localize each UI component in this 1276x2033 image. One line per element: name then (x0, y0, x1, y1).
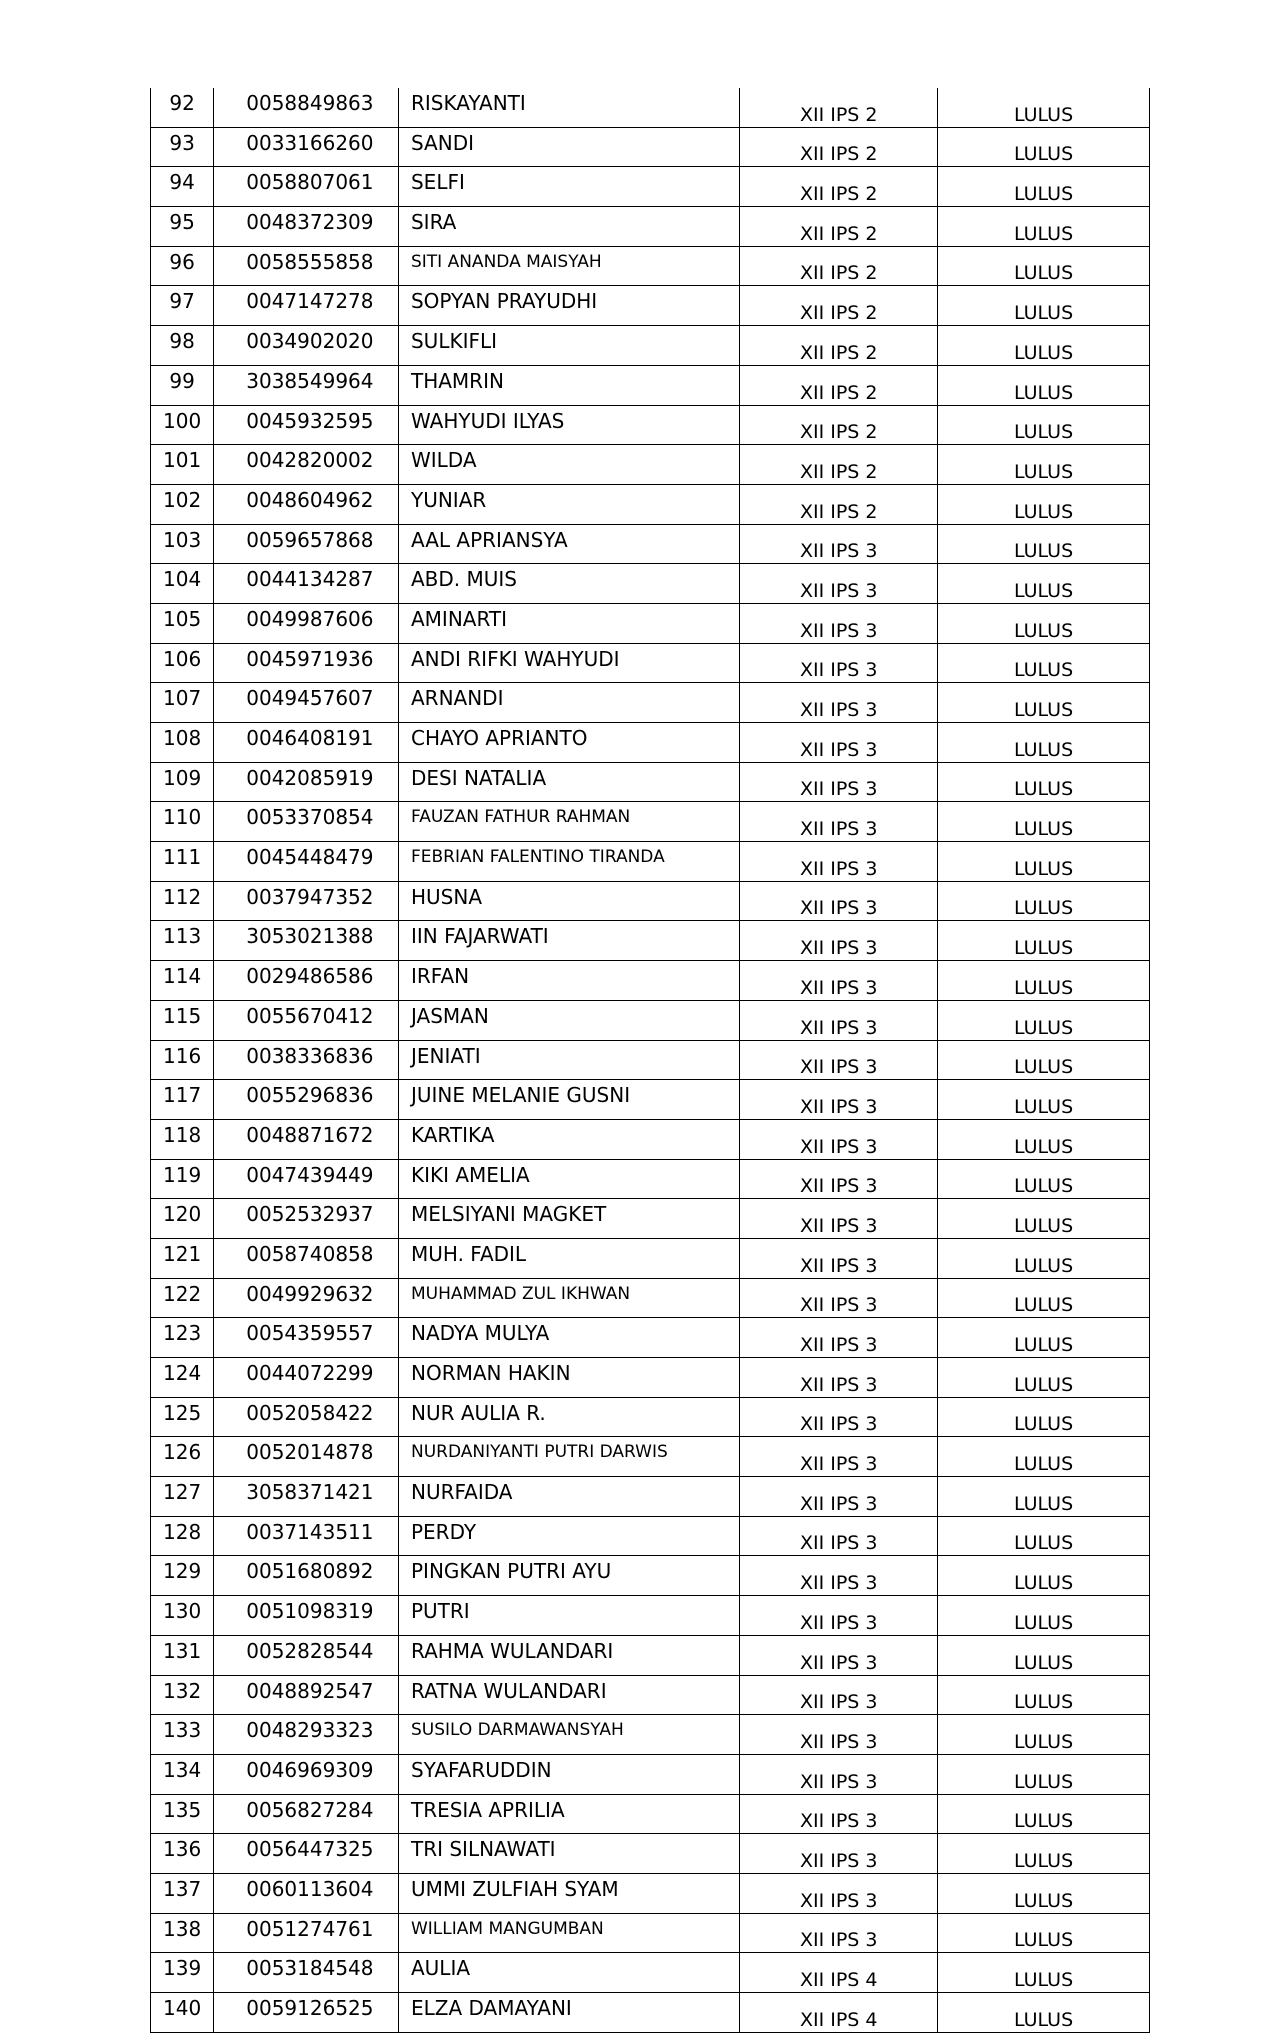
status-cell: LULUS (938, 881, 1150, 921)
row-number-cell: 122 (151, 1278, 214, 1318)
table-row (151, 1437, 1150, 1477)
status-cell: LULUS (938, 1278, 1150, 1318)
student-name-cell: TRESIA APRILIA (398, 1794, 739, 1834)
row-number-cell: 99 (151, 365, 214, 405)
student-id-cell: 0059657868 (214, 524, 399, 564)
table-row (151, 1397, 1150, 1437)
status-cell: LULUS (938, 1318, 1150, 1358)
student-name-cell: ANDI RIFKI WAHYUDI (398, 643, 739, 683)
table-row (151, 603, 1150, 643)
student-id-cell: 0049457607 (214, 683, 399, 723)
class-cell: XII IPS 3 (740, 1556, 938, 1596)
row-number-cell: 131 (151, 1635, 214, 1675)
student-name-cell: SOPYAN PRAYUDHI (398, 286, 739, 326)
class-cell: XII IPS 3 (740, 643, 938, 683)
student-id-cell: 0055670412 (214, 1000, 399, 1040)
table-row (151, 961, 1150, 1001)
row-number-cell: 101 (151, 445, 214, 485)
student-id-cell: 0044134287 (214, 564, 399, 604)
class-cell: XII IPS 3 (740, 961, 938, 1001)
status-cell: LULUS (938, 564, 1150, 604)
student-id-cell: 0051098319 (214, 1596, 399, 1636)
class-cell: XII IPS 3 (740, 683, 938, 723)
row-number-cell: 113 (151, 921, 214, 961)
table-row (151, 1358, 1150, 1398)
student-name-cell: THAMRIN (398, 365, 739, 405)
status-cell: LULUS (938, 88, 1150, 127)
student-name-cell: SELFI (398, 167, 739, 207)
table-row (151, 1119, 1150, 1159)
class-cell: XII IPS 3 (740, 1754, 938, 1794)
status-cell: LULUS (938, 762, 1150, 802)
row-number-cell: 115 (151, 1000, 214, 1040)
student-name-cell: SULKIFLI (398, 326, 739, 366)
row-number-cell: 98 (151, 326, 214, 366)
table-row (151, 1516, 1150, 1556)
table-row (151, 88, 1150, 127)
student-name-cell: PUTRI (398, 1596, 739, 1636)
row-number-cell: 124 (151, 1358, 214, 1398)
class-cell: XII IPS 3 (740, 1358, 938, 1398)
student-name-cell: NORMAN HAKIN (398, 1358, 739, 1398)
table-row (151, 921, 1150, 961)
student-name-cell: FAUZAN FATHUR RAHMAN (398, 802, 739, 842)
student-name-cell: RISKAYANTI (398, 88, 739, 127)
row-number-cell: 103 (151, 524, 214, 564)
status-cell: LULUS (938, 1437, 1150, 1477)
student-id-cell: 0058740858 (214, 1238, 399, 1278)
student-name-cell: SUSILO DARMAWANSYAH (398, 1715, 739, 1755)
student-id-cell: 0054359557 (214, 1318, 399, 1358)
student-name-cell: AMINARTI (398, 603, 739, 643)
class-cell: XII IPS 4 (740, 1993, 938, 2033)
status-cell: LULUS (938, 1516, 1150, 1556)
table-row (151, 842, 1150, 882)
class-cell: XII IPS 2 (740, 207, 938, 247)
student-id-cell: 0051680892 (214, 1556, 399, 1596)
status-cell: LULUS (938, 1596, 1150, 1636)
class-cell: XII IPS 3 (740, 1159, 938, 1199)
status-cell: LULUS (938, 802, 1150, 842)
table-body (151, 88, 1150, 2032)
status-cell: LULUS (938, 603, 1150, 643)
class-cell: XII IPS 3 (740, 1675, 938, 1715)
table-row (151, 445, 1150, 485)
table-row (151, 1675, 1150, 1715)
class-cell: XII IPS 3 (740, 1873, 938, 1913)
student-name-cell: NURDANIYANTI PUTRI DARWIS (398, 1437, 739, 1477)
student-id-cell: 0048293323 (214, 1715, 399, 1755)
student-name-cell: NADYA MULYA (398, 1318, 739, 1358)
student-name-cell: AULIA (398, 1953, 739, 1993)
table-row (151, 1834, 1150, 1874)
status-cell: LULUS (938, 1238, 1150, 1278)
row-number-cell: 135 (151, 1794, 214, 1834)
student-name-cell: WILLIAM MANGUMBAN (398, 1913, 739, 1953)
status-cell: LULUS (938, 1000, 1150, 1040)
table-row (151, 762, 1150, 802)
row-number-cell: 132 (151, 1675, 214, 1715)
student-name-cell: MUH. FADIL (398, 1238, 739, 1278)
row-number-cell: 100 (151, 405, 214, 445)
student-name-cell: CHAYO APRIANTO (398, 723, 739, 763)
class-cell: XII IPS 3 (740, 1516, 938, 1556)
student-name-cell: SIRA (398, 207, 739, 247)
class-cell: XII IPS 3 (740, 1080, 938, 1120)
row-number-cell: 107 (151, 683, 214, 723)
student-id-cell: 0053184548 (214, 1953, 399, 1993)
status-cell: LULUS (938, 921, 1150, 961)
table-row (151, 564, 1150, 604)
student-name-cell: UMMI ZULFIAH SYAM (398, 1873, 739, 1913)
row-number-cell: 95 (151, 207, 214, 247)
row-number-cell: 110 (151, 802, 214, 842)
student-id-cell: 0058555858 (214, 246, 399, 286)
student-name-cell: JASMAN (398, 1000, 739, 1040)
student-id-cell: 0047439449 (214, 1159, 399, 1199)
student-id-cell: 3053021388 (214, 921, 399, 961)
status-cell: LULUS (938, 683, 1150, 723)
student-name-cell: SYAFARUDDIN (398, 1754, 739, 1794)
student-id-cell: 0052014878 (214, 1437, 399, 1477)
table-row (151, 1873, 1150, 1913)
row-number-cell: 127 (151, 1477, 214, 1517)
table-row (151, 405, 1150, 445)
row-number-cell: 123 (151, 1318, 214, 1358)
class-cell: XII IPS 2 (740, 445, 938, 485)
student-name-cell: IIN FAJARWATI (398, 921, 739, 961)
status-cell: LULUS (938, 1477, 1150, 1517)
student-id-cell: 0056447325 (214, 1834, 399, 1874)
student-id-cell: 0042085919 (214, 762, 399, 802)
row-number-cell: 93 (151, 127, 214, 167)
row-number-cell: 111 (151, 842, 214, 882)
table-row (151, 1278, 1150, 1318)
status-cell: LULUS (938, 286, 1150, 326)
status-cell: LULUS (938, 207, 1150, 247)
class-cell: XII IPS 3 (740, 1119, 938, 1159)
status-cell: LULUS (938, 1873, 1150, 1913)
student-name-cell: PINGKAN PUTRI AYU (398, 1556, 739, 1596)
table-row (151, 1080, 1150, 1120)
status-cell: LULUS (938, 445, 1150, 485)
row-number-cell: 121 (151, 1238, 214, 1278)
student-name-cell: WAHYUDI ILYAS (398, 405, 739, 445)
student-id-cell: 0049987606 (214, 603, 399, 643)
class-cell: XII IPS 3 (740, 881, 938, 921)
student-name-cell: MUHAMMAD ZUL IKHWAN (398, 1278, 739, 1318)
status-cell: LULUS (938, 1080, 1150, 1120)
student-id-cell: 0052828544 (214, 1635, 399, 1675)
student-name-cell: JUINE MELANIE GUSNI (398, 1080, 739, 1120)
student-id-cell: 0055296836 (214, 1080, 399, 1120)
row-number-cell: 114 (151, 961, 214, 1001)
class-cell: XII IPS 3 (740, 1000, 938, 1040)
class-cell: XII IPS 3 (740, 1834, 938, 1874)
student-name-cell: FEBRIAN FALENTINO TIRANDA (398, 842, 739, 882)
status-cell: LULUS (938, 484, 1150, 524)
student-id-cell: 0052532937 (214, 1199, 399, 1239)
student-name-cell: JENIATI (398, 1040, 739, 1080)
student-name-cell: ELZA DAMAYANI (398, 1993, 739, 2033)
status-cell: LULUS (938, 1913, 1150, 1953)
row-number-cell: 94 (151, 167, 214, 207)
status-cell: LULUS (938, 1715, 1150, 1755)
status-cell: LULUS (938, 1794, 1150, 1834)
row-number-cell: 138 (151, 1913, 214, 1953)
status-cell: LULUS (938, 1635, 1150, 1675)
student-id-cell: 0034902020 (214, 326, 399, 366)
student-id-cell: 0051274761 (214, 1913, 399, 1953)
class-cell: XII IPS 2 (740, 286, 938, 326)
table-row (151, 326, 1150, 366)
status-cell: LULUS (938, 1834, 1150, 1874)
class-cell: XII IPS 3 (740, 564, 938, 604)
table-row (151, 1635, 1150, 1675)
student-name-cell: SANDI (398, 127, 739, 167)
class-cell: XII IPS 4 (740, 1953, 938, 1993)
student-id-cell: 0045932595 (214, 405, 399, 445)
student-id-cell: 0053370854 (214, 802, 399, 842)
class-cell: XII IPS 3 (740, 1437, 938, 1477)
status-cell: LULUS (938, 246, 1150, 286)
student-id-cell: 0042820002 (214, 445, 399, 485)
student-name-cell: NUR AULIA R. (398, 1397, 739, 1437)
status-cell: LULUS (938, 1953, 1150, 1993)
status-cell: LULUS (938, 1199, 1150, 1239)
status-cell: LULUS (938, 1556, 1150, 1596)
row-number-cell: 102 (151, 484, 214, 524)
row-number-cell: 112 (151, 881, 214, 921)
row-number-cell: 139 (151, 1953, 214, 1993)
table-row (151, 1040, 1150, 1080)
student-id-cell: 0044072299 (214, 1358, 399, 1398)
class-cell: XII IPS 3 (740, 1635, 938, 1675)
table-row (151, 1953, 1150, 1993)
table-row (151, 286, 1150, 326)
table-row (151, 802, 1150, 842)
student-id-cell: 0058807061 (214, 167, 399, 207)
student-name-cell: DESI NATALIA (398, 762, 739, 802)
row-number-cell: 117 (151, 1080, 214, 1120)
class-cell: XII IPS 3 (740, 723, 938, 763)
student-name-cell: AAL APRIANSYA (398, 524, 739, 564)
student-id-cell: 0045448479 (214, 842, 399, 882)
student-id-cell: 0056827284 (214, 1794, 399, 1834)
row-number-cell: 118 (151, 1119, 214, 1159)
graduation-table (150, 88, 1150, 2033)
row-number-cell: 130 (151, 1596, 214, 1636)
student-id-cell: 0060113604 (214, 1873, 399, 1913)
student-id-cell: 3038549964 (214, 365, 399, 405)
status-cell: LULUS (938, 1358, 1150, 1398)
status-cell: LULUS (938, 723, 1150, 763)
student-name-cell: KIKI AMELIA (398, 1159, 739, 1199)
student-name-cell: KARTIKA (398, 1119, 739, 1159)
student-id-cell: 0048871672 (214, 1119, 399, 1159)
student-id-cell: 0048892547 (214, 1675, 399, 1715)
student-name-cell: TRI SILNAWATI (398, 1834, 739, 1874)
class-cell: XII IPS 2 (740, 326, 938, 366)
class-cell: XII IPS 2 (740, 167, 938, 207)
row-number-cell: 109 (151, 762, 214, 802)
student-name-cell: RATNA WULANDARI (398, 1675, 739, 1715)
row-number-cell: 105 (151, 603, 214, 643)
class-cell: XII IPS 3 (740, 1794, 938, 1834)
student-id-cell: 0046969309 (214, 1754, 399, 1794)
student-id-cell: 0045971936 (214, 643, 399, 683)
student-name-cell: YUNIAR (398, 484, 739, 524)
row-number-cell: 126 (151, 1437, 214, 1477)
row-number-cell: 104 (151, 564, 214, 604)
student-name-cell: RAHMA WULANDARI (398, 1635, 739, 1675)
student-name-cell: NURFAIDA (398, 1477, 739, 1517)
table-row (151, 167, 1150, 207)
class-cell: XII IPS 3 (740, 1596, 938, 1636)
status-cell: LULUS (938, 405, 1150, 445)
table-row (151, 1596, 1150, 1636)
row-number-cell: 120 (151, 1199, 214, 1239)
class-cell: XII IPS 3 (740, 603, 938, 643)
table-row (151, 1556, 1150, 1596)
table-row (151, 484, 1150, 524)
table-row (151, 1000, 1150, 1040)
status-cell: LULUS (938, 524, 1150, 564)
table-row (151, 1993, 1150, 2033)
row-number-cell: 140 (151, 1993, 214, 2033)
student-name-cell: SITI ANANDA MAISYAH (398, 246, 739, 286)
class-cell: XII IPS 3 (740, 1040, 938, 1080)
student-name-cell: IRFAN (398, 961, 739, 1001)
status-cell: LULUS (938, 167, 1150, 207)
table-row (151, 246, 1150, 286)
class-cell: XII IPS 2 (740, 484, 938, 524)
table-row (151, 1477, 1150, 1517)
class-cell: XII IPS 3 (740, 1477, 938, 1517)
table-row (151, 1794, 1150, 1834)
row-number-cell: 106 (151, 643, 214, 683)
row-number-cell: 119 (151, 1159, 214, 1199)
class-cell: XII IPS 2 (740, 246, 938, 286)
class-cell: XII IPS 2 (740, 88, 938, 127)
status-cell: LULUS (938, 643, 1150, 683)
student-id-cell: 0046408191 (214, 723, 399, 763)
table-row (151, 1318, 1150, 1358)
student-id-cell: 0033166260 (214, 127, 399, 167)
student-id-cell: 0052058422 (214, 1397, 399, 1437)
row-number-cell: 108 (151, 723, 214, 763)
status-cell: LULUS (938, 1675, 1150, 1715)
class-cell: XII IPS 3 (740, 1715, 938, 1755)
table-row (151, 524, 1150, 564)
status-cell: LULUS (938, 1040, 1150, 1080)
student-name-cell: WILDA (398, 445, 739, 485)
class-cell: XII IPS 3 (740, 1199, 938, 1239)
table-row (151, 683, 1150, 723)
student-name-cell: ABD. MUIS (398, 564, 739, 604)
student-id-cell: 0029486586 (214, 961, 399, 1001)
row-number-cell: 128 (151, 1516, 214, 1556)
class-cell: XII IPS 3 (740, 842, 938, 882)
class-cell: XII IPS 2 (740, 127, 938, 167)
student-name-cell: MELSIYANI MAGKET (398, 1199, 739, 1239)
student-id-cell: 0059126525 (214, 1993, 399, 2033)
student-name-cell: HUSNA (398, 881, 739, 921)
status-cell: LULUS (938, 365, 1150, 405)
class-cell: XII IPS 3 (740, 1318, 938, 1358)
table-row (151, 1238, 1150, 1278)
table-row (151, 881, 1150, 921)
row-number-cell: 96 (151, 246, 214, 286)
row-number-cell: 137 (151, 1873, 214, 1913)
table-row (151, 1199, 1150, 1239)
student-id-cell: 0037143511 (214, 1516, 399, 1556)
row-number-cell: 92 (151, 88, 214, 127)
row-number-cell: 116 (151, 1040, 214, 1080)
class-cell: XII IPS 3 (740, 1278, 938, 1318)
table-row (151, 1159, 1150, 1199)
student-id-cell: 0037947352 (214, 881, 399, 921)
table-row (151, 365, 1150, 405)
class-cell: XII IPS 3 (740, 1397, 938, 1437)
status-cell: LULUS (938, 842, 1150, 882)
table-row (151, 1715, 1150, 1755)
status-cell: LULUS (938, 1119, 1150, 1159)
student-id-cell: 0049929632 (214, 1278, 399, 1318)
row-number-cell: 136 (151, 1834, 214, 1874)
table-row (151, 1913, 1150, 1953)
student-id-cell: 0047147278 (214, 286, 399, 326)
status-cell: LULUS (938, 961, 1150, 1001)
status-cell: LULUS (938, 326, 1150, 366)
class-cell: XII IPS 3 (740, 1238, 938, 1278)
row-number-cell: 129 (151, 1556, 214, 1596)
row-number-cell: 133 (151, 1715, 214, 1755)
class-cell: XII IPS 2 (740, 405, 938, 445)
row-number-cell: 125 (151, 1397, 214, 1437)
class-cell: XII IPS 3 (740, 921, 938, 961)
status-cell: LULUS (938, 1754, 1150, 1794)
class-cell: XII IPS 3 (740, 1913, 938, 1953)
row-number-cell: 134 (151, 1754, 214, 1794)
table-row (151, 127, 1150, 167)
student-id-cell: 0058849863 (214, 88, 399, 127)
table-row (151, 723, 1150, 763)
student-name-cell: ARNANDI (398, 683, 739, 723)
class-cell: XII IPS 3 (740, 802, 938, 842)
table-row (151, 643, 1150, 683)
status-cell: LULUS (938, 1159, 1150, 1199)
class-cell: XII IPS 3 (740, 762, 938, 802)
student-id-cell: 0048372309 (214, 207, 399, 247)
table-row (151, 207, 1150, 247)
class-cell: XII IPS 3 (740, 524, 938, 564)
class-cell: XII IPS 2 (740, 365, 938, 405)
student-id-cell: 0038336836 (214, 1040, 399, 1080)
student-id-cell: 0048604962 (214, 484, 399, 524)
row-number-cell: 97 (151, 286, 214, 326)
status-cell: LULUS (938, 127, 1150, 167)
student-name-cell: PERDY (398, 1516, 739, 1556)
student-id-cell: 3058371421 (214, 1477, 399, 1517)
status-cell: LULUS (938, 1993, 1150, 2033)
status-cell: LULUS (938, 1397, 1150, 1437)
table-row (151, 1754, 1150, 1794)
